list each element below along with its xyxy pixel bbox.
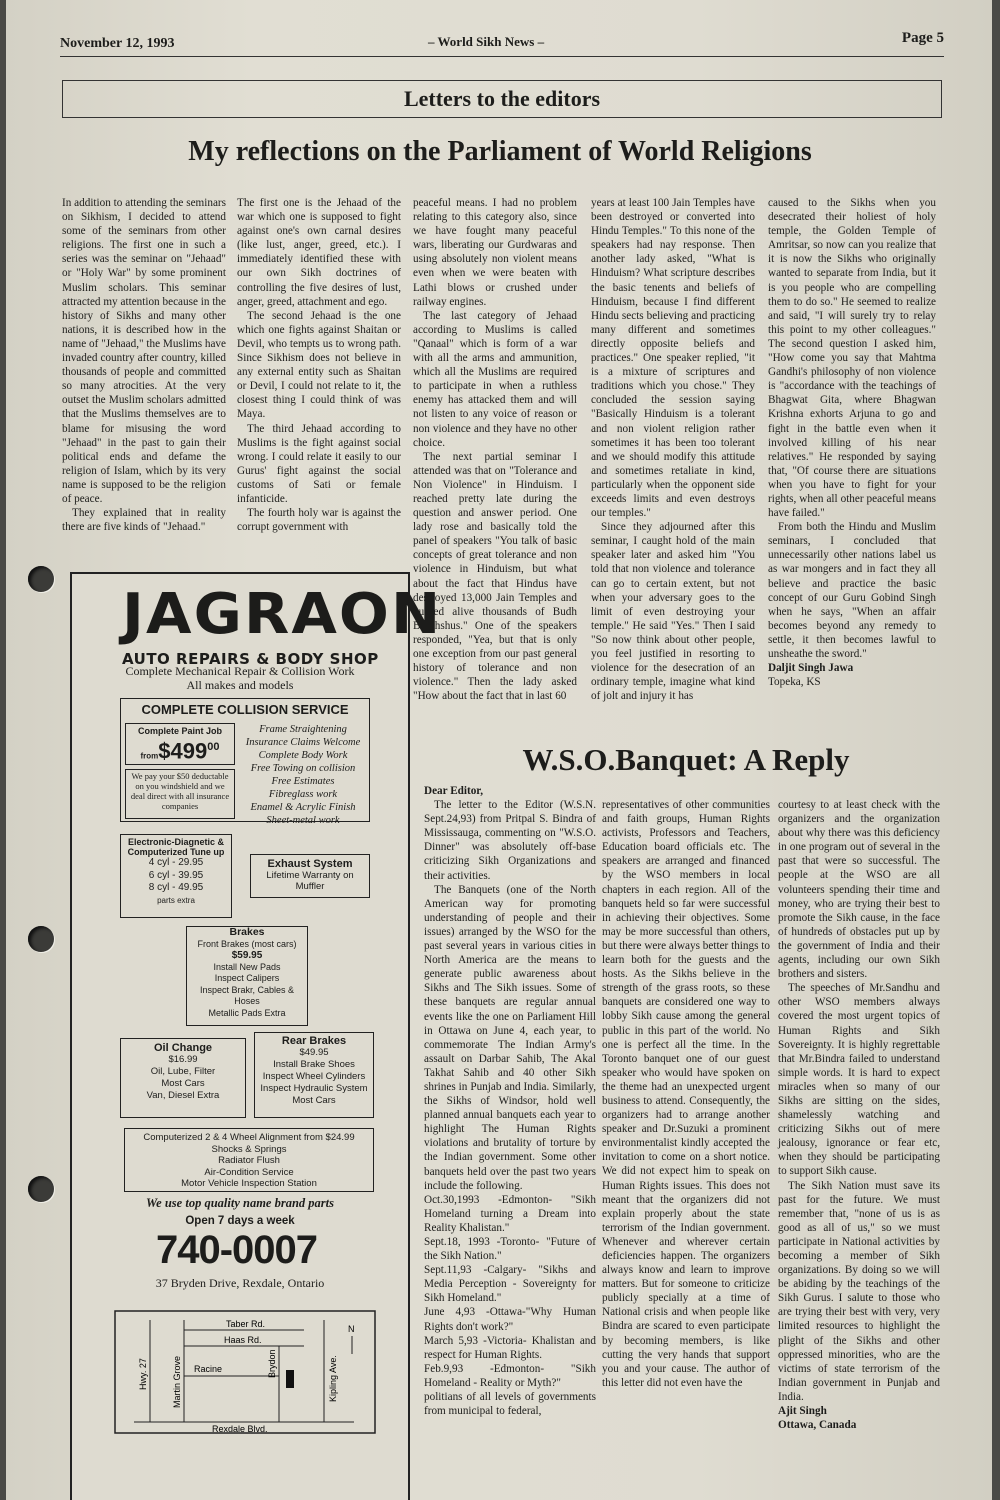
map-label: Kipling Ave. bbox=[328, 1355, 338, 1402]
event-item: politians of all levels of governments from municipal to federal, bbox=[424, 1391, 596, 1418]
paragraph: The fourth holy war is against the corrupt government with bbox=[237, 507, 401, 534]
paragraph: courtesy to at least check with the organizers and the organization about why there was this deficiency in one program out of several in the past that were so successful. The people at the WSO are all volunteers spending their time and money, who are trying their best to promote the Sikh cause, in the face of hundreds of obstacles put up by the government of India and their agents, including our own Sikh brothers and sisters. bbox=[778, 799, 940, 981]
brakes-title: Brakes bbox=[229, 926, 265, 938]
paragraph: The third Jehaad according to Muslims is the fight against social wrong. I could relate it easily to our Gurus' fight against the social customs of Sati or female infanticide. bbox=[237, 422, 401, 505]
jagraon-advertisement bbox=[70, 572, 443, 1500]
paragraph: years at least 100 Jain Temples have been destroyed or converted into Hindu Temples." To this none of the speakers had nay response. Then another lady asked, "What is Hinduism? What scripture describes the basic tenents and beliefs of Hinduism, because I find different Hindu sects believing and practicing many different and sometimes directly opposite beliefs and practices." One speaker replied, "it is a mixture of scriptures and traditions which you chose." They concluded the session saying "Basically Hinduism is a tolerant and non violent religion rather sometimes it has been too tolerant and we should modify this attitude and sometimes retaliate in kind, particularly when the opponent side exceeds limits and even destroys our temples." bbox=[591, 197, 755, 520]
paint-title: Complete Paint Job bbox=[137, 726, 222, 736]
paper-name: – World Sikh News – bbox=[428, 34, 545, 49]
section-title: Letters to the editors bbox=[62, 80, 942, 118]
ad-tagline: Complete Mechanical Repair & Collision Work bbox=[125, 664, 355, 678]
paragraph: peaceful means. I had no problem relating to this category also, since we have fought many peaceful wars, liberating our Gurdwaras and using absolutely non violent means even when we were beaten with Lathi blows or crushed under railway engines. bbox=[413, 197, 577, 308]
alignment-item: Shocks & Springs bbox=[211, 1143, 287, 1155]
event-item: Oct.30,1993 -Edmonton- "Sikh Homeland turning a Dream into Reality Khalistan." bbox=[424, 1193, 596, 1234]
service-item: Sheet-metal work bbox=[266, 815, 340, 826]
tuneup-item: 4 cyl - 29.95 bbox=[148, 857, 204, 868]
tuneup-item: parts extra bbox=[157, 895, 195, 905]
service-item: Complete Body Work bbox=[258, 750, 348, 761]
article2-col3 bbox=[778, 798, 940, 1432]
collision-list bbox=[239, 723, 367, 827]
rear-price: $49.95 bbox=[299, 1047, 329, 1058]
binder-hole bbox=[28, 926, 54, 952]
author-location: Ottawa, Canada bbox=[778, 1419, 857, 1432]
address: 37 Bryden Drive, Rexdale, Ontario bbox=[155, 1276, 325, 1290]
paint-price-dollars: $499 bbox=[158, 738, 208, 764]
brakes-item: Inspect Brakr, Cables & Hoses bbox=[199, 984, 295, 1006]
service-item: Enamel & Acrylic Finish bbox=[250, 802, 356, 813]
alignment-box bbox=[124, 1128, 374, 1192]
oil-item: Most Cars bbox=[161, 1078, 205, 1089]
rear-item: Most Cars bbox=[292, 1095, 336, 1106]
event-item: Sept.18, 1993 -Toronto- "Future of the Sikh Nation." bbox=[424, 1236, 596, 1263]
service-item: Free Estimates bbox=[271, 776, 335, 787]
article2-col1 bbox=[424, 784, 596, 1418]
ad-subtitle: AUTO REPAIRS & BODY SHOP bbox=[122, 650, 379, 668]
oil-item: Van, Diesel Extra bbox=[146, 1090, 220, 1101]
header-rule bbox=[60, 56, 944, 57]
quality-line: We use top quality name brand parts bbox=[146, 1196, 334, 1210]
paragraph: The Banquets (one of the North American way for promoting understanding of people and their issues) arranged by the WSO for the past several years in various cities in North America are the means to generate public awareness about Sikhs and The Sikh issues. Some of these banquets are regular annual events like the one on Parliament Hill in Ottawa on June 4, each year, to commemorate The Indian Army's assault on Darbar Sahib, The Akal Takhat Sahib and 40 other Sikh shrines in Punjab and India. Similarly, the Sikhs of Windsor, hold well planned annual banquets each year to highlight The Human Rights violations and brutality of torture by the Indian government. Some other banquets held over the past two years include the following. bbox=[424, 883, 596, 1192]
brakes-price: $59.95 bbox=[231, 950, 263, 961]
rear-item: Inspect Wheel Cylinders bbox=[262, 1071, 366, 1082]
binder-hole bbox=[28, 1176, 54, 1202]
exhaust-box bbox=[250, 854, 370, 898]
map-label: Racine bbox=[194, 1364, 223, 1374]
oil-item: Oil, Lube, Filter bbox=[150, 1066, 216, 1077]
brakes-item: Metallic Pads Extra bbox=[208, 1007, 286, 1018]
paragraph: representatives of other communities and faith groups, Human Rights activists, Professors and Teachers, Education board officials etc. The speakers are arranged and financed by the WSO members in local chapters in each region. All of the banquets held so far were successful in achieving their objectives. Some may be more successful than others, but there were always better things to learn both for the guests and the hosts. As the Sikhs believe in the strength of the grass roots, so these banquets are considered one way to lobby Sikh cause among the general public in this part of the world. No one is perfect all the time. In the Toronto banquet one of our guest speaker who would have spoken on the theme had an unexpected urgent business to attend. Consequently, the organizers had to arrange another speaker and Dr.Suzuki a prominent environmentalist kindly accepted the invitation to come on a short notice. We did not expect him to speak on Human Rights issues. This does not meant that the organizers did not explain properly about the state terrorism of the Indian government. Whenever and wherever certain deficiencies happen. The organizers always know and learn to improve matters. But for someone to criticize publicly specially at a time of National crisis and when people like Bindra are scared to even participate by becoming members, is like cutting the very hands that support you and your cause. The author of this letter did not even have the bbox=[602, 799, 770, 1389]
brakes-box bbox=[186, 926, 308, 1026]
page-header bbox=[60, 30, 944, 52]
service-item: Free Towing on collision bbox=[250, 763, 356, 774]
rear-item: Inspect Hydraulic System bbox=[260, 1083, 368, 1094]
phone-number[interactable]: 740-0007 bbox=[156, 1228, 318, 1272]
tuneup-item: 6 cyl - 39.95 bbox=[148, 869, 204, 881]
map-label: Brydon bbox=[267, 1349, 277, 1378]
north-label: N bbox=[348, 1324, 355, 1334]
map-label: Haas Rd. bbox=[224, 1335, 262, 1345]
article1-headline: My reflections on the Parliament of World Religions bbox=[188, 136, 812, 167]
paragraph: They explained that in reality there are five kinds of "Jehaad." bbox=[62, 507, 226, 534]
paint-job-box bbox=[125, 723, 235, 765]
map-label: Martin Grove bbox=[172, 1355, 182, 1408]
oil-price: $16.99 bbox=[168, 1054, 198, 1065]
map-label: Taber Rd. bbox=[226, 1319, 266, 1329]
paragraph: From both the Hindu and Muslim seminars, I concluded that unnecessarily other nations label us as war mongers and in fact they all believe and practice the basic concept of our Guru Gobind Singh when he says, "When an affair becomes beyond any remedy to settle, it then becomes lawful to unsheathe the sword." bbox=[768, 521, 936, 660]
paragraph: The letter to the Editor (W.S.N. Sept.24,93) from Pritpal S. Bindra of Mississauga, commenting on "W.S.O. Dinner" was absolutely off-base criticizing Sikh Organizations and their activities. bbox=[424, 799, 596, 882]
service-item: Fibreglass work bbox=[268, 789, 338, 800]
alignment-item: Radiator Flush bbox=[218, 1155, 280, 1166]
alignment-item: Computerized 2 & 4 Wheel Alignment from $24.99 bbox=[143, 1132, 355, 1143]
event-item: June 4,93 -Ottawa-"Why Human Rights don't work?" bbox=[424, 1306, 596, 1333]
event-item: March 5,93 -Victoria- Khalistan and respect for Human Rights. bbox=[424, 1334, 596, 1361]
issue-date: November 12, 1993 bbox=[60, 36, 175, 51]
event-item: Feb.9,93 -Edmonton- "Sikh Homeland - Reality or Myth?" bbox=[424, 1362, 596, 1389]
author-location: Topeka, KS bbox=[768, 676, 821, 689]
rear-brakes-box bbox=[254, 1032, 374, 1118]
alignment-item: Air-Condition Service bbox=[204, 1166, 294, 1178]
binder-hole bbox=[28, 566, 54, 592]
salutation: Dear Editor, bbox=[424, 785, 484, 797]
ad-logo: JAGRAON bbox=[122, 582, 443, 647]
oil-change-box bbox=[120, 1038, 246, 1118]
article1-col1 bbox=[62, 196, 226, 534]
article1-col2 bbox=[237, 196, 401, 534]
deductible-box: We pay your $50 deductable on you windshield and we deal direct with all insurance companies bbox=[125, 769, 235, 819]
paint-price bbox=[126, 736, 234, 767]
event-item: Sept.11,93 -Calgary- "Sikhs and Media Perception - Sovereignty for Sikh Homeland." bbox=[424, 1264, 596, 1305]
brakes-item: Install New Pads bbox=[213, 961, 281, 972]
paragraph: The last category of Jehaad according to Muslims is called "Qanaal" which is form of a war with all the arms and ammunition, which all the Muslims are required to participate in when a ruthless enemy has attacked them and will not listen to any voice of reason or non violence and they have no other choice. bbox=[413, 309, 577, 449]
author-name: Daljit Singh Jawa bbox=[768, 662, 854, 675]
tuneup-item: 8 cyl - 49.95 bbox=[148, 882, 204, 893]
paragraph: The speeches of Mr.Sandhu and other WSO members always covered the most urgent topics of Human Rights and Sikh Sovereignty. It is highly regrettable that Mr.Bindra failed to understand simple words. It is hard to expect miracles when so many of our Sikhs are sitting on the sides, shamelessly watching and criticizing Sikhs out of mere jealousy, ignorance or fear etc, when they should be participating to support Sikh cause. bbox=[778, 982, 940, 1178]
paragraph: The next partial seminar I attended was that on "Tolerance and Non Violence" in Hinduism. I reached pretty late during the question and answer period. One lady rose and basically told the panel of speakers "You talk of basic concepts of great tolerance and non violence in Hinduism, but what about the fact that Hindus have destroyed 13,000 Jain Temples and burned alive thousands of Budh Bhikhshus." One of the speakers responded, "Yea, but that is only one exception from our past general history of tolerance and non violence." Then the lady asked "How about the fact that in last 60 bbox=[413, 450, 577, 703]
newspaper-page bbox=[6, 0, 992, 1500]
paint-from: from bbox=[140, 751, 159, 761]
rear-item: Install Brake Shoes bbox=[273, 1059, 355, 1070]
service-item: Frame Straightening bbox=[259, 724, 347, 735]
paragraph: Since they adjourned after this seminar, I caught hold of the main speaker later and asked him "You told that non violence and tolerance can go to certain extent, but not when your adversary goes to the limit of even destroying your temple." He said "Yes." Then I said "So now think about other people, you feel justified in resorting to violence for the desecration of an ordinary temple, imagine what kind of jolt and injury it has bbox=[591, 521, 755, 703]
location-map bbox=[114, 1310, 376, 1434]
map-label: Hwy. 27 bbox=[138, 1358, 148, 1390]
tuneup-title: Electronic-Diagnetic & Computerized Tune up bbox=[127, 837, 225, 857]
article1-col4 bbox=[591, 196, 755, 703]
article2-headline: W.S.O.Banquet: A Reply bbox=[522, 742, 850, 777]
paragraph: In addition to attending the seminars on Sikhism, I decided to attend some of the seminars from other religions. The first one in such a series was the seminar on "Jehaad" or "Holy War" by some prominent Muslim scholars. This seminar attracted my attention because in the history of Sikhs and many other nations, it is described how in the name of "Jehaad," the Muslims have invaded country after country, killed thousands of people and committed so many atrocities. At the very outset the Muslim scholars admitted that the Muslims themselves are to blame for misusing the word "Jehaad" in the past to gain their political ends and defame the religion of Islam, which by its very name is supposed to be the religion of peace. bbox=[62, 197, 226, 505]
map-label: Rexdale Blvd. bbox=[212, 1424, 268, 1434]
collision-title: COMPLETE COLLISION SERVICE bbox=[141, 702, 349, 717]
collision-box bbox=[120, 698, 370, 826]
oil-title: Oil Change bbox=[153, 1042, 213, 1054]
page-number: Page 5 bbox=[901, 30, 944, 46]
paragraph: The second Jehaad is the one which one fights against Shaitan or Devil, who tempts us to wrong path. Since Sikhism does not believe in any external entity such as Shaitan or Devil, I could not relate to it, the closest thing I could think of was Maya. bbox=[237, 309, 401, 421]
rear-title: Rear Brakes bbox=[281, 1035, 347, 1047]
tuneup-box bbox=[120, 834, 232, 918]
ad-tagline: All makes and models bbox=[186, 678, 294, 692]
paragraph: caused to the Sikhs when you desecrated their holiest of holy temple, the Golden Temple of Amritsar, so now can you realize that it is now the Sikhs who originally wanted to separate from India, but it is you people who are compelling them to do so." He seemed to realize and said, "I will surely try to relay this point to my other colleagues." The second question I asked him, "How come you say that Mahtma Gandhi's philosophy of non violence is "accordance with the teachings of Bhagwat Gita, where Bhagwan Krishna exhorts Arjuna to go and fight in the battle even when it involved killing of his near relatives." He responded by saying that, "Of course there are situations when you have to fight for your rights, when all other peaceful means have failed." bbox=[768, 197, 936, 520]
service-item: Insurance Claims Welcome bbox=[245, 737, 361, 748]
article2-col2 bbox=[602, 798, 770, 1390]
alignment-item: Motor Vehicle Inspection Station bbox=[181, 1178, 317, 1189]
brakes-sub: Front Brakes (most cars) bbox=[197, 938, 297, 949]
open-hours: Open 7 days a week bbox=[185, 1215, 295, 1227]
paint-price-cents: 00 bbox=[207, 741, 220, 753]
shop-location-marker bbox=[286, 1370, 294, 1388]
exhaust-text: Lifetime Warranty on Muffler bbox=[266, 870, 354, 892]
article1-col5 bbox=[768, 196, 936, 689]
paragraph: The first one is the Jehaad of the war which one is supposed to fight against one's own carnal desires (like lust, anger, greed, etc.). I immediately identified these with our own Sikh doctrines of controlling the five desires of lust, anger, greed, attachment and ego. bbox=[237, 197, 401, 308]
paragraph: The Sikh Nation must save its past for the future. We must remember that, "none of us is as good as all of us," so we must participate in National activities by becoming a member of Sikh organizations. By doing so we will be abiding by the teachings of the Sikh Gurus. I salute to those who are trying their best with very, very limited resources to highlight the plight of the Sikhs and other oppressed minorities, who are the victims of state terrorism of the Indian government in Punjab and India. bbox=[778, 1179, 940, 1403]
brakes-item: Inspect Calipers bbox=[214, 973, 280, 983]
author-name: Ajit Singh bbox=[778, 1405, 827, 1418]
exhaust-title: Exhaust System bbox=[267, 858, 353, 870]
